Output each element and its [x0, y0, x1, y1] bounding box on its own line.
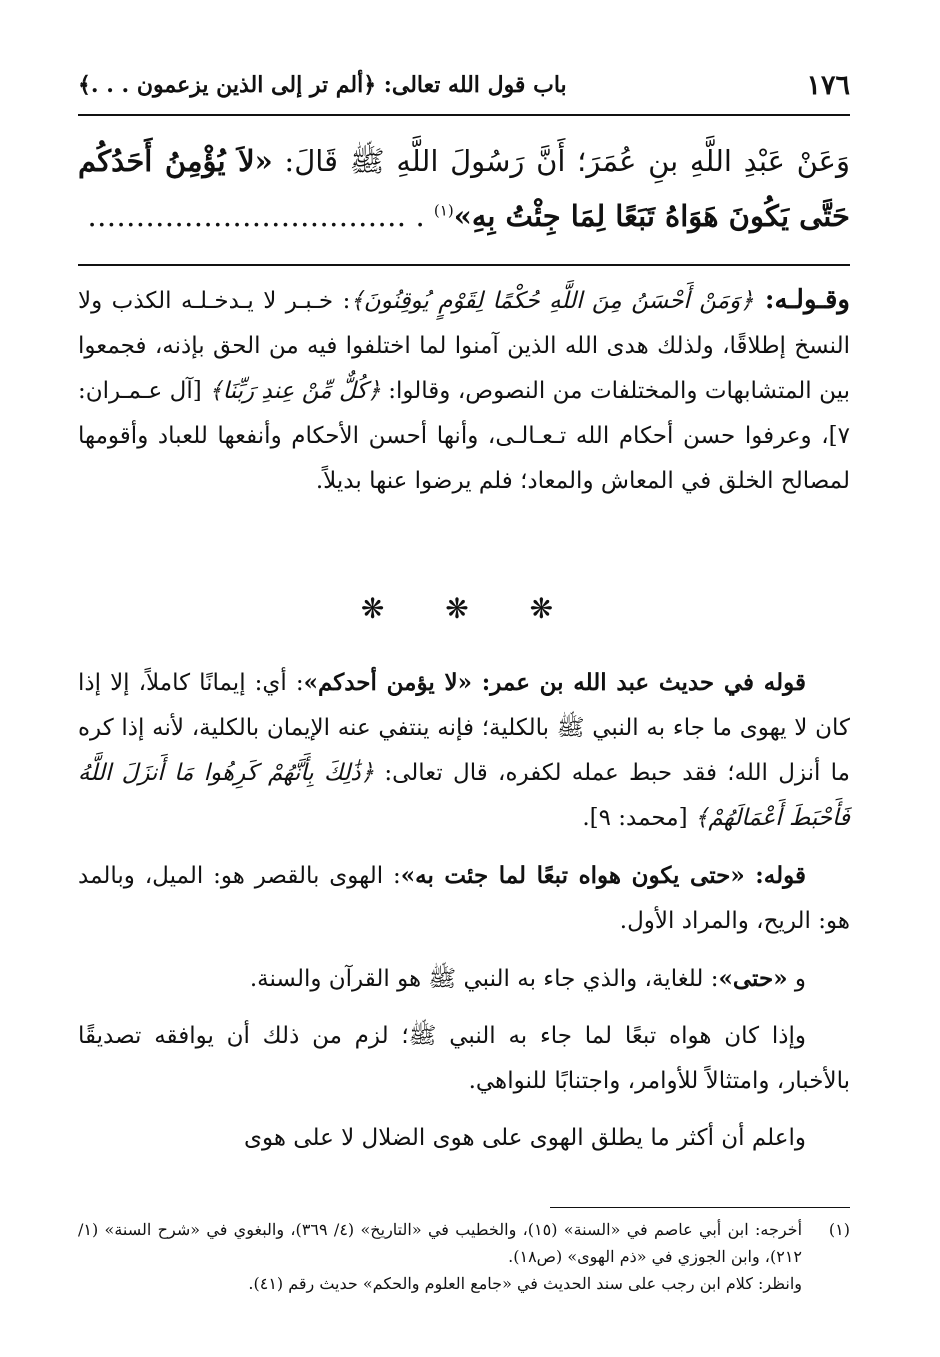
header-rule [78, 114, 850, 116]
section-separator: ❋ ❋ ❋ [360, 592, 580, 625]
paragraph-5: واعلم أن أكثر ما يطلق الهوى على هوى الضلال لا على هوى [243, 1125, 806, 1151]
paragraph-1 [78, 660, 850, 841]
commentary-lead: وقـولـه: [753, 285, 850, 315]
p1-text-b: [محمد: ٩]. [582, 805, 695, 831]
p3-prefix: و [787, 966, 806, 992]
footnote-number: (١) [828, 1220, 850, 1239]
commentary-text-b: [آل عـمـران: ٧]، وعرفوا حسن أحكام الله تـعـالـى، وأنها أحسن الأحكام وأنفعها للعباد وأقومها لمصالح الخلق في المعاش والمعاد؛ فلم يرضوا عنها بديلاً. [78, 378, 850, 494]
hadith-intro: وَعَنْ عَبْدِ اللَّهِ بنِ عُمَرَ؛ أَنَّ رَسُولَ اللَّهِ ﷺ قَالَ: [272, 144, 850, 178]
paragraph-3 [78, 956, 850, 1002]
hadith-quote: «لاَ يُؤْمِنُ أَحَدُكُم حَتَّى يَكُونَ هَوَاهُ تَبَعًا لِمَا جِئْتُ بِهِ» [78, 144, 850, 233]
paragraph-4: وإذا كان هواه تبعًا لما جاء به النبي ﷺ؛ لزم من ذلك أن يوافقه تصديقًا بالأخبار، وامتثالاً للأوامر، واجتنابًا للنواهي. [78, 1023, 850, 1094]
p2-text: : الهوى بالقصر هو: الميل، وبالمد هو: الريح، والمراد الأول. [78, 863, 850, 934]
hadith-tail: . …………………………… [87, 199, 434, 233]
page-number: ١٧٦ [806, 69, 850, 101]
running-title: باب قول الله تعالى: ﴿ألم تر إلى الذين يزعمون . . .﴾ [78, 72, 567, 98]
p2-lead: قوله: «حتى يكون هواه تبعًا لما جئت به» [400, 862, 806, 889]
hadith-text [78, 134, 850, 244]
quran-verse: ﴿وَمَنْ أَحْسَنُ مِنَ اللَّهِ حُكْمًا لِقَوْمٍ يُوقِنُونَ﴾ [350, 288, 754, 314]
footnote-text: أخرجه: ابن أبي عاصم في «السنة» (١٥)، والخطيب في «التاريخ» (٤/ ٣٦٩)، والبغوي في «شرح السنة» (١/ ٢١٢)، وابن الجوزي في «ذم الهوى» (ص١٨). [78, 1220, 803, 1266]
quran-verse-2: ﴿كُلٌّ مِّنْ عِندِ رَبِّنَا﴾ [209, 378, 381, 404]
commentary-verse-section [78, 278, 850, 504]
page-header [78, 62, 850, 108]
footnotes [78, 1216, 850, 1297]
footnote-ref[interactable]: (١) [433, 201, 454, 220]
p1-text-a: : أي: إيمانًا كاملاً، إلا إذا كان لا يهوى ما جاء به النبي ﷺ بالكلية؛ فإنه ينتفي عنه الإيمان بالكلية، لأنه إذا كره ما أنزل الله؛ فقد حبط عمله لكفره، قال تعالى: [78, 670, 850, 786]
section-rule [78, 264, 850, 266]
footnote-rule [550, 1207, 850, 1208]
p1-lead: قوله في حديث عبد الله بن عمر: «لا يؤمن أحدكم» [303, 669, 806, 696]
commentary-text-a: : خـبـر لا يـدخـلـه الكذب ولا النسخ إطلاقًا، ولذلك هدى الله الذين آمنوا لما اختلفوا فيه من الحق بإذنه، فجمعوا بين المتشابهات والمختلفات من النصوص، وقالوا: [78, 288, 850, 404]
paragraph-2 [78, 853, 850, 944]
p3-text: : للغاية، والذي جاء به النبي ﷺ هو القرآن والسنة. [249, 966, 719, 992]
p1-verse: ﴿ذَٰلِكَ بِأَنَّهُمْ كَرِهُوا مَا أَنزَلَ اللَّهُ فَأَحْبَطَ أَعْمَالَهُمْ﴾ [78, 760, 850, 831]
footnote-continuation: وانظر: كلام ابن رجب على سند الحديث في «جامع العلوم والحكم» حديث رقم (٤١). [248, 1274, 802, 1293]
commentary-hadith-section [78, 660, 850, 1173]
p3-lead: «حتى» [718, 965, 788, 992]
footnote-1 [78, 1216, 850, 1270]
